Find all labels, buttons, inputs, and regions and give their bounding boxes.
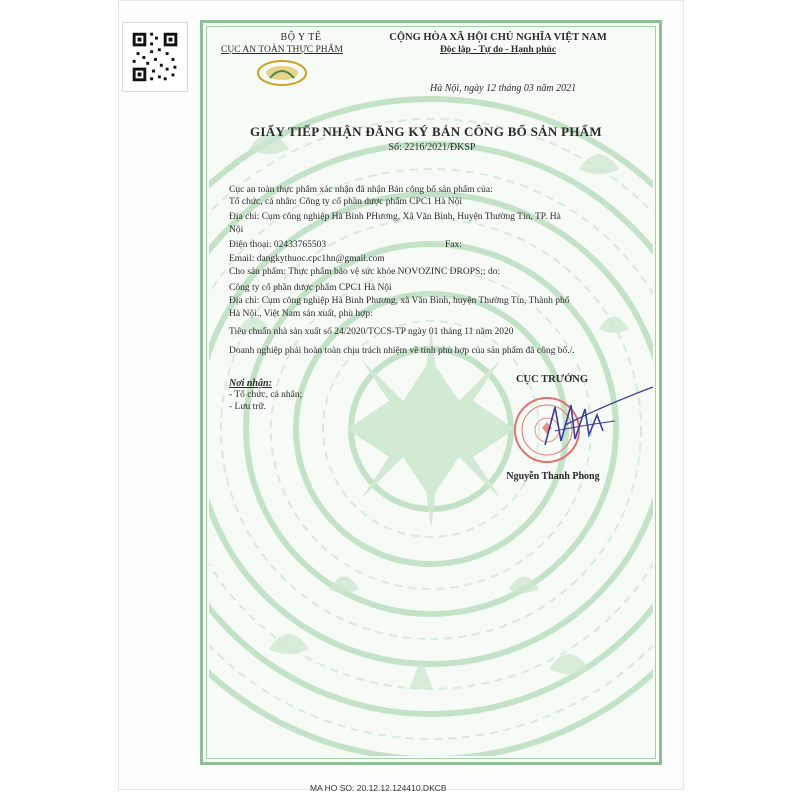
responsibility-line: Doanh nghiệp phải hoàn toàn chịu trách nhiệm về tính phù hợp của sản phẩm đã công bố./. <box>229 346 575 356</box>
recipient-item: - Tổ chức, cá nhân; <box>229 390 303 400</box>
agency-name: CỤC AN TOÀN THỰC PHẨM <box>221 45 343 55</box>
recipients-label: Nơi nhận: <box>229 378 272 389</box>
country-name: CỘNG HÒA XÃ HỘI CHỦ NGHĨA VIỆT NAM <box>389 32 607 43</box>
address-line-2: Nội <box>229 225 244 235</box>
record-code: MA HO SO: 20.12.12.124410.DKCB <box>310 783 447 793</box>
manufacturer-address-1: Địa chỉ: Cụm công nghiệp Hà Bình Phương, xã Văn Bình, huyện Thường Tín, Thành phố <box>229 296 570 306</box>
phone: Điện thoại: 02433765503 <box>229 240 327 250</box>
standard-line: Tiêu chuẩn nhà sản xuất số 24/2020/TCCS-TP ngày 01 tháng 11 năm 2020 <box>229 327 514 337</box>
vfa-logo-icon <box>256 58 308 88</box>
qr-code <box>122 22 188 92</box>
ministry-name: BỘ Y TẾ <box>280 32 322 43</box>
issue-date: Hà Nội, ngày 12 tháng 03 năm 2021 <box>430 83 577 94</box>
product-line: Cho sản phẩm: Thực phẩm bảo vệ sức khỏe NOVOZINC DROPS;; do: <box>229 267 501 277</box>
address-line-1: Địa chỉ: Cụm công nghiệp Hà Bình PHương, Xã Văn Bình, Huyện Thường Tín, TP. Hà <box>229 212 561 222</box>
manufacturer: Công ty cổ phần dược phẩm CPC1 Hà Nội <box>229 283 392 293</box>
national-motto: Độc lập - Tự do - Hạnh phúc <box>439 45 557 55</box>
manufacturer-address-2: Hà Nội., Việt Nam sản xuất, phù hợp: <box>229 309 373 319</box>
intro-text: Cục an toàn thực phẩm xác nhận đã nhận Bản công bố sản phẩm của: <box>229 185 493 195</box>
organization: Tổ chức, cá nhân: Công ty cổ phần dược phẩm CPC1 Hà Nội <box>229 197 462 207</box>
handwritten-signature <box>525 385 655 455</box>
signer-position: CỤC TRƯỞNG <box>515 374 589 385</box>
document-number: Số: 2216/2021/ĐKSP <box>388 142 476 153</box>
document-title: GIẤY TIẾP NHẬN ĐĂNG KÝ BẢN CÔNG BỐ SẢN PHẨM <box>249 124 603 139</box>
email: Email: dangkythuoc.cpc1hn@gmail.com <box>229 254 385 264</box>
signer-name: Nguyễn Thanh Phong <box>506 471 600 482</box>
fax: Fax: <box>445 240 462 250</box>
recipient-item: - Lưu trữ. <box>229 402 266 412</box>
